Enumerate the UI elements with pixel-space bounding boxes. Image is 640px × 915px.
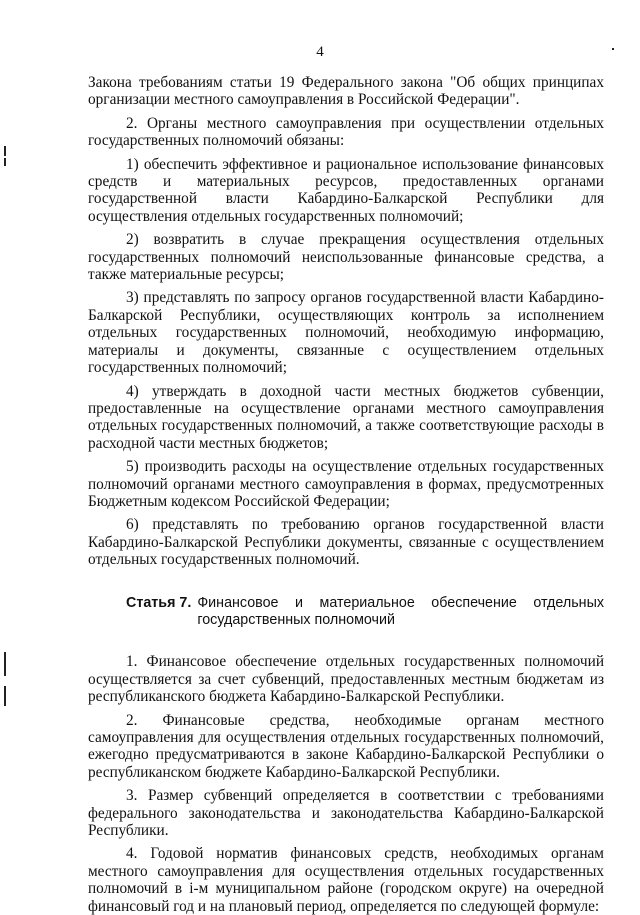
article-heading: [88, 595, 604, 630]
paragraph-obligations: 2. Органы местного самоуправления при осуществлении отдельных государственных полномочий обязаны:: [88, 114, 604, 150]
list-item: 1) обеспечить эффективное и рациональное использование финансовых средств и материальных ресурсов, предоставленных органами государственной власти Кабардино-Балкарской Республики для осуществления отдельных государственных полномочий;: [88, 155, 604, 225]
list-item: 3) представлять по запросу органов государственной власти Кабардино-Балкарской Республики, осуществляющих контроль за исполнением отдельных государственных полномочий, необходимую информацию, материалы и документы, связанные с осуществлением отдельных государственных полномочий;: [88, 289, 604, 377]
list-item: 6) представлять по требованию органов государственной власти Кабардино-Балкарской Республики документы, связанные с осуществлением отдельных государственных полномочий.: [88, 516, 604, 569]
article-number: Статья 7.: [126, 594, 192, 611]
article-paragraph: 3. Размер субвенций определяется в соответствии с требованиями федерального законодательства и законодательства Кабардино-Балкарской Республики.: [88, 787, 604, 840]
list-item: 4) утверждать в доходной части местных бюджетов субвенции, предоставленные на осуществление органами местного самоуправления отдельных государственных полномочий, а также соответствующие расходы в расходной части местных бюджетов;: [88, 382, 604, 452]
scan-mark: [4, 686, 6, 706]
scan-mark: [4, 158, 6, 166]
article-paragraph: 2. Финансовые средства, необходимые органам местного самоуправления для осуществления отдельных государственных полномочий, ежегодно предусматриваются в законе Кабардино-Балкарской Республики о республиканском бюджете Кабардино-Балкарской Республики.: [88, 711, 604, 781]
scan-mark: [4, 146, 6, 156]
document-body: [88, 74, 604, 915]
paragraph-continued: Закона требованиям статьи 19 Федерального закона "Об общих принципах организации местного самоуправления в Российской Федерации".: [88, 74, 604, 109]
scan-mark: [4, 652, 6, 676]
article-paragraph: 1. Финансовое обеспечение отдельных государственных полномочий осуществляется за счет субвенций, предоставленных местным бюджетам из республиканского бюджета Кабардино-Балкарской Республики.: [88, 653, 604, 706]
scan-mark: [612, 48, 614, 50]
article-title: Финансовое и материальное обеспечение отдельных государственных полномочий: [197, 594, 604, 628]
article-paragraph: 4. Годовой норматив финансовых средств, необходимых органам местного самоуправления для осуществления отдельных государственных полномочий в i-м муниципальном районе (городском округе) на очередной финансовый год и на плановый период, определяется по следующей формуле:: [88, 845, 604, 915]
list-item: 5) производить расходы на осуществление отдельных государственных полномочий органами местного самоуправления в формах, предусмотренных Бюджетным кодексом Российской Федерации;: [88, 458, 604, 510]
page-number: 4: [316, 44, 324, 60]
list-item: 2) возвратить в случае прекращения осуществления отдельных государственных полномочий неиспользованные финансовые средства, а также материальные ресурсы;: [88, 231, 604, 284]
